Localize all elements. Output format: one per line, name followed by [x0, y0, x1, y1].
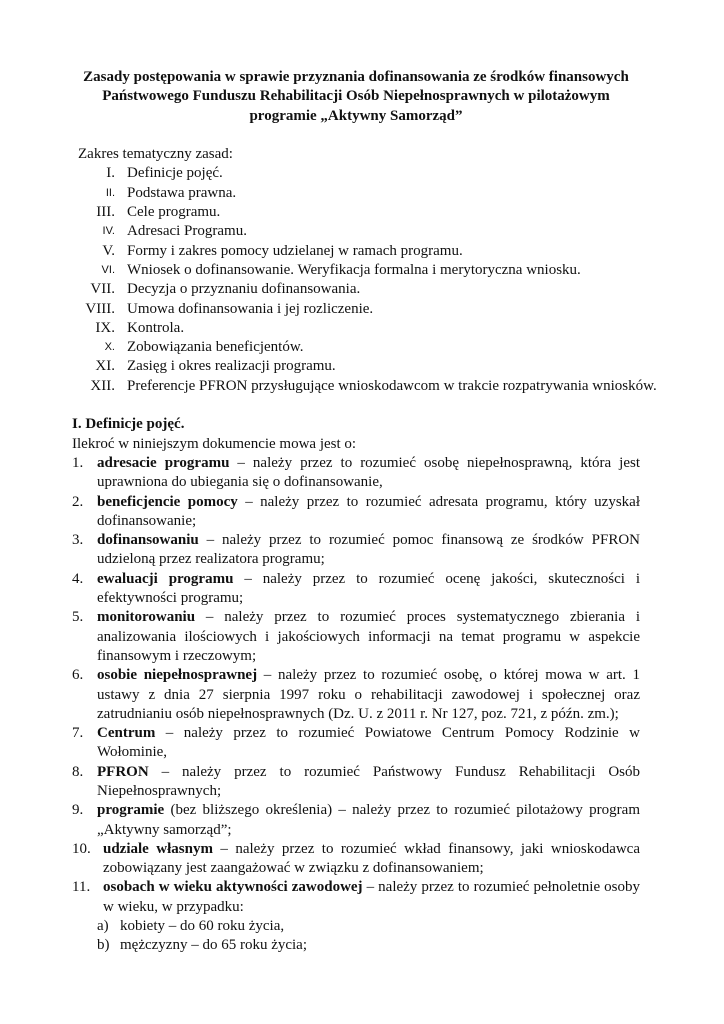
- toc-item-number: X.: [104, 341, 115, 354]
- subitem-text: mężczyzny – do 65 roku życia;: [120, 937, 308, 954]
- definition-number: 1.: [72, 454, 84, 471]
- definition-term: osobach w wieku aktywności zawodowej: [103, 879, 363, 896]
- toc-item: [78, 300, 640, 319]
- definition-text: (bez bliższego określenia) – należy przez to rozumieć pilotażowy program „Aktywny samorząd”;: [97, 802, 640, 838]
- definition-number: 11.: [72, 879, 91, 896]
- definition-item: [72, 493, 640, 532]
- table-of-contents: [72, 145, 657, 396]
- toc-item-number: IX.: [95, 319, 115, 336]
- title-line: Zasady postępowania w sprawie przyznania dofinansowania ze środków finansowych: [83, 69, 629, 85]
- toc-item-number: XII.: [90, 377, 115, 394]
- definition-text: – należy przez to rozumieć pomoc finansową ze środków PFRON udzieloną przez realizatora programu;: [97, 532, 640, 568]
- definition-number: 3.: [72, 532, 84, 549]
- definition-number: 8.: [72, 763, 84, 780]
- definition-text: – należy przez to rozumieć pełnoletnie osoby w wieku, w przypadku:: [103, 879, 640, 915]
- toc-item-text: Kontrola.: [127, 319, 185, 336]
- toc-item: [78, 319, 640, 338]
- definition-text: – należy przez to rozumieć adresata programu, który uzyskał dofinansowanie;: [97, 493, 641, 529]
- definition-number: 4.: [72, 570, 84, 587]
- age-subitems-list: [72, 917, 640, 956]
- toc-item: [78, 280, 640, 299]
- toc-item-text: Adresaci Programu.: [127, 223, 247, 240]
- toc-item-text: Wniosek o dofinansowanie. Weryfikacja formalna i merytoryczna wniosku.: [127, 261, 581, 278]
- definition-item: [72, 666, 640, 724]
- definition-term: PFRON: [97, 763, 149, 780]
- toc-item-number: II.: [105, 186, 115, 199]
- definition-text: – należy przez to rozumieć Państwowy Fundusz Rehabilitacji Osób Niepełnosprawnych;: [97, 763, 640, 799]
- toc-item: [78, 377, 657, 396]
- toc-item-text: Decyzja o przyznaniu dofinansowania.: [127, 281, 361, 298]
- toc-item: [78, 261, 640, 280]
- definition-term: osobie niepełnosprawnej: [97, 667, 258, 684]
- definition-term: monitorowaniu: [97, 609, 196, 626]
- definition-number: 10.: [72, 840, 91, 857]
- definition-number: 5.: [72, 609, 84, 626]
- section-intro: Ilekroć w niniejszym dokumencie mowa jest o:: [72, 435, 357, 452]
- toc-item-text: Zobowiązania beneficjentów.: [127, 339, 304, 356]
- definitions-list: [72, 454, 640, 917]
- definition-term: programie: [97, 802, 165, 819]
- definition-item: [72, 801, 640, 840]
- definition-text: – należy przez to rozumieć osobę, o której mowa w art. 1 ustawy z dnia 27 sierpnia 1997 roku o rehabilitacji zawodowej i społecznej oraz zatrudnianiu osób niepełnosprawnych (Dz. U. z 2011 r. Nr 127, poz. 721, z późn. zm.);: [97, 667, 640, 722]
- definition-item: [72, 878, 640, 917]
- definition-text: – należy przez to rozumieć osobę niepełnosprawną, która jest uprawniona do ubiegania się o dofinansowanie,: [97, 454, 641, 491]
- definition-item: [72, 454, 640, 493]
- subitem-letter: a): [97, 918, 109, 935]
- definition-text: – należy przez to rozumieć ocenę jakości, skuteczności i efektywności programu;: [97, 570, 640, 607]
- toc-item: [78, 357, 640, 376]
- definition-number: 7.: [72, 725, 84, 742]
- toc-item-text: Podstawa prawna.: [127, 184, 237, 201]
- definition-text: – należy przez to rozumieć Powiatowe Centrum Pomocy Rodzinie w Wołominie,: [97, 725, 640, 761]
- toc-item-number: III.: [96, 204, 115, 221]
- subitem-text: kobiety – do 60 roku życia,: [120, 918, 285, 935]
- toc-item: [78, 338, 640, 357]
- toc-item-text: Zasięg i okres realizacji programu.: [127, 358, 336, 375]
- toc-item: [78, 203, 640, 222]
- toc-item-number: I.: [106, 165, 115, 182]
- toc-heading: Zakres tematyczny zasad:: [78, 146, 233, 163]
- definition-item: [72, 608, 640, 666]
- definition-number: 2.: [72, 493, 84, 510]
- toc-item: [78, 242, 640, 261]
- definition-term: ewaluacji programu: [97, 570, 234, 587]
- definition-term: adresacie programu: [97, 454, 230, 471]
- definition-number: 6.: [72, 667, 84, 684]
- toc-item-number: XI.: [95, 358, 115, 375]
- definition-text: – należy przez to rozumieć proces systematycznego zbierania i analizowania ilościowych i jakościowych informacji na temat programu w aspekcie finansowym i rzeczowym;: [97, 609, 640, 664]
- toc-item-number: V.: [102, 242, 115, 259]
- definition-term: udziale własnym: [103, 840, 213, 857]
- document-page: [72, 68, 657, 956]
- toc-item-text: Umowa dofinansowania i jej rozliczenie.: [127, 300, 374, 317]
- definition-item: [72, 724, 640, 763]
- toc-item-number: IV.: [102, 225, 115, 238]
- toc-item: [78, 164, 640, 183]
- definition-text: – należy przez to rozumieć wkład finansowy, jaki wnioskodawca zobowiązany jest zaangażować w związku z dofinansowaniem;: [103, 840, 641, 877]
- definition-item: [72, 570, 640, 609]
- definition-item: [72, 531, 640, 570]
- toc-item: [78, 184, 640, 203]
- toc-item-text: Formy i zakres pomocy udzielanej w ramach programu.: [127, 242, 463, 259]
- definition-term: beneficjencie pomocy: [97, 493, 238, 510]
- definition-term: dofinansowaniu: [97, 532, 199, 549]
- toc-item: [78, 222, 640, 241]
- toc-item-number: VI.: [101, 263, 115, 276]
- definition-item: [72, 763, 640, 802]
- toc-item-text: Cele programu.: [127, 204, 221, 221]
- toc-item-number: VIII.: [85, 300, 115, 317]
- title-line: programie „Aktywny Samorząd”: [249, 107, 463, 124]
- section-heading: I. Definicje pojęć.: [72, 416, 185, 433]
- toc-item-text: Preferencje PFRON przysługujące wnioskodawcom w trakcie rozpatrywania wniosków.: [127, 377, 657, 394]
- definition-number: 9.: [72, 802, 84, 819]
- document-title: [72, 68, 640, 126]
- subitem-letter: b): [97, 937, 110, 954]
- definition-term: Centrum: [97, 725, 156, 742]
- definition-item: [72, 840, 640, 879]
- subitem: [72, 917, 640, 936]
- subitem: [72, 936, 640, 955]
- toc-item-text: Definicje pojęć.: [127, 165, 223, 182]
- title-line: Państwowego Funduszu Rehabilitacji Osób Niepełnosprawnych w pilotażowym: [102, 88, 610, 105]
- toc-item-number: VII.: [90, 281, 115, 298]
